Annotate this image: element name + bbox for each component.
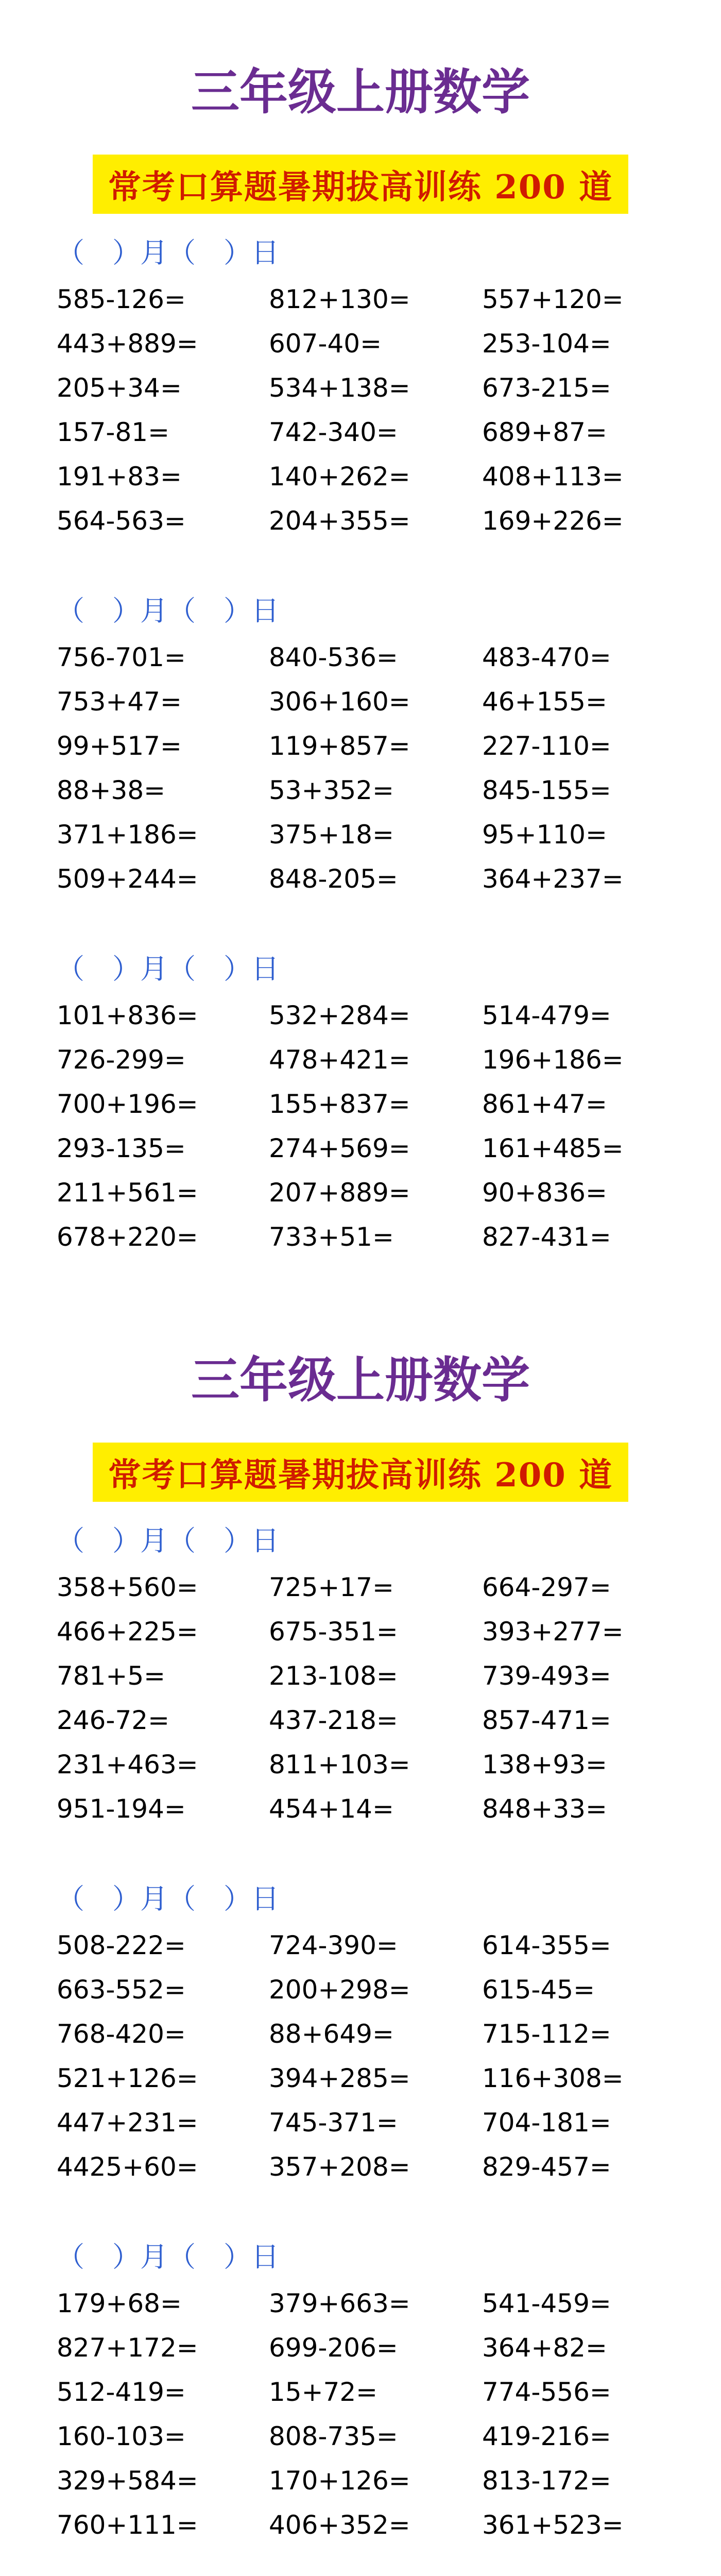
page-title: 三年级上册数学 bbox=[191, 1352, 530, 1409]
arithmetic-problem: 514-479= bbox=[482, 1001, 611, 1030]
arithmetic-problem: 119+857= bbox=[269, 731, 410, 761]
arithmetic-problem: 207+889= bbox=[269, 1178, 410, 1208]
arithmetic-problem: 205+34= bbox=[57, 373, 182, 403]
arithmetic-problem: 725+17= bbox=[269, 1572, 394, 1602]
arithmetic-problem: 293-135= bbox=[57, 1133, 186, 1163]
problem-row bbox=[0, 325, 721, 362]
arithmetic-problem: 848+33= bbox=[482, 1794, 607, 1824]
date-header: （ ）月（ ）日 bbox=[57, 1524, 279, 1557]
arithmetic-problem: 200+298= bbox=[269, 1975, 410, 2005]
date-header: （ ）月（ ）日 bbox=[57, 953, 279, 985]
arithmetic-problem: 15+72= bbox=[269, 2377, 378, 2407]
problem-row bbox=[0, 414, 721, 451]
date-header: （ ）月（ ）日 bbox=[57, 2241, 279, 2273]
arithmetic-problem: 211+561= bbox=[57, 1178, 198, 1208]
arithmetic-problem: 827-431= bbox=[482, 1222, 611, 1252]
date-header: （ ）月（ ）日 bbox=[57, 236, 279, 269]
arithmetic-problem: 760+111= bbox=[57, 2510, 198, 2540]
arithmetic-problem: 827+172= bbox=[57, 2333, 198, 2363]
problem-row bbox=[0, 1130, 721, 1167]
problem-row bbox=[0, 2418, 721, 2455]
problem-row bbox=[0, 2285, 721, 2322]
problem-row bbox=[0, 1613, 721, 1650]
arithmetic-problem: 95+110= bbox=[482, 820, 607, 850]
arithmetic-problem: 845-155= bbox=[482, 775, 611, 805]
arithmetic-problem: 813-172= bbox=[482, 2466, 611, 2496]
arithmetic-problem: 673-215= bbox=[482, 373, 611, 403]
arithmetic-problem: 614-355= bbox=[482, 1930, 611, 1960]
problem-row bbox=[0, 1971, 721, 2008]
arithmetic-problem: 99+517= bbox=[57, 731, 182, 761]
arithmetic-problem: 483-470= bbox=[482, 642, 611, 672]
arithmetic-problem: 756-701= bbox=[57, 642, 186, 672]
problem-row bbox=[0, 1790, 721, 1827]
problem-row bbox=[0, 639, 721, 676]
arithmetic-problem: 88+649= bbox=[269, 2019, 394, 2049]
arithmetic-problem: 739-493= bbox=[482, 1661, 611, 1691]
arithmetic-problem: 329+584= bbox=[57, 2466, 198, 2496]
arithmetic-problem: 231+463= bbox=[57, 1750, 198, 1780]
arithmetic-problem: 733+51= bbox=[269, 1222, 394, 1252]
problem-row bbox=[0, 772, 721, 809]
arithmetic-problem: 393+277= bbox=[482, 1617, 624, 1647]
problem-row bbox=[0, 2329, 721, 2366]
arithmetic-problem: 585-126= bbox=[57, 284, 186, 314]
problem-row bbox=[0, 2462, 721, 2499]
problem-row bbox=[0, 2060, 721, 2097]
problem-row bbox=[0, 1174, 721, 1211]
arithmetic-problem: 704-181= bbox=[482, 2108, 611, 2138]
arithmetic-problem: 951-194= bbox=[57, 1794, 186, 1824]
problem-row bbox=[0, 997, 721, 1034]
arithmetic-problem: 406+352= bbox=[269, 2510, 410, 2540]
arithmetic-problem: 615-45= bbox=[482, 1975, 595, 2005]
arithmetic-problem: 160-103= bbox=[57, 2421, 186, 2451]
arithmetic-problem: 213-108= bbox=[269, 1661, 398, 1691]
arithmetic-problem: 364+82= bbox=[482, 2333, 607, 2363]
arithmetic-problem: 88+38= bbox=[57, 775, 166, 805]
problem-row bbox=[0, 2374, 721, 2411]
arithmetic-problem: 157-81= bbox=[57, 417, 169, 447]
arithmetic-problem: 509+244= bbox=[57, 864, 198, 894]
arithmetic-problem: 169+226= bbox=[482, 506, 624, 536]
problem-row bbox=[0, 1927, 721, 1964]
arithmetic-problem: 408+113= bbox=[482, 462, 624, 492]
arithmetic-problem: 541-459= bbox=[482, 2289, 611, 2318]
arithmetic-problem: 361+523= bbox=[482, 2510, 624, 2540]
arithmetic-problem: 678+220= bbox=[57, 1222, 198, 1252]
problem-row bbox=[0, 2506, 721, 2544]
arithmetic-problem: 663-552= bbox=[57, 1975, 186, 2005]
problem-row bbox=[0, 816, 721, 853]
arithmetic-problem: 364+237= bbox=[482, 864, 624, 894]
arithmetic-problem: 419-216= bbox=[482, 2421, 611, 2451]
arithmetic-problem: 306+160= bbox=[269, 687, 410, 717]
page-title: 三年级上册数学 bbox=[191, 64, 530, 121]
arithmetic-problem: 811+103= bbox=[269, 1750, 410, 1780]
date-header: （ ）月（ ）日 bbox=[57, 1883, 279, 1915]
arithmetic-problem: 534+138= bbox=[269, 373, 410, 403]
arithmetic-problem: 742-340= bbox=[269, 417, 398, 447]
arithmetic-problem: 204+355= bbox=[269, 506, 410, 536]
problem-row bbox=[0, 1746, 721, 1783]
arithmetic-problem: 829-457= bbox=[482, 2152, 611, 2182]
problem-row bbox=[0, 683, 721, 720]
arithmetic-problem: 138+93= bbox=[482, 1750, 607, 1780]
arithmetic-problem: 191+83= bbox=[57, 462, 182, 492]
arithmetic-problem: 724-390= bbox=[269, 1930, 398, 1960]
problem-row bbox=[0, 1086, 721, 1123]
arithmetic-problem: 357+208= bbox=[269, 2152, 410, 2182]
arithmetic-problem: 768-420= bbox=[57, 2019, 186, 2049]
arithmetic-problem: 808-735= bbox=[269, 2421, 398, 2451]
arithmetic-problem: 607-40= bbox=[269, 329, 382, 359]
arithmetic-problem: 861+47= bbox=[482, 1089, 607, 1119]
arithmetic-problem: 753+47= bbox=[57, 687, 182, 717]
arithmetic-problem: 675-351= bbox=[269, 1617, 398, 1647]
arithmetic-problem: 155+837= bbox=[269, 1089, 410, 1119]
arithmetic-problem: 4425+60= bbox=[57, 2152, 198, 2182]
arithmetic-problem: 371+186= bbox=[57, 820, 198, 850]
arithmetic-problem: 246-72= bbox=[57, 1705, 169, 1735]
problem-row bbox=[0, 458, 721, 495]
arithmetic-problem: 564-563= bbox=[57, 506, 186, 536]
arithmetic-problem: 521+126= bbox=[57, 2063, 198, 2093]
problem-row bbox=[0, 1041, 721, 1078]
arithmetic-problem: 664-297= bbox=[482, 1572, 611, 1602]
arithmetic-problem: 447+231= bbox=[57, 2108, 198, 2138]
arithmetic-problem: 857-471= bbox=[482, 1705, 611, 1735]
arithmetic-problem: 443+889= bbox=[57, 329, 198, 359]
arithmetic-problem: 478+421= bbox=[269, 1045, 410, 1075]
arithmetic-problem: 358+560= bbox=[57, 1572, 198, 1602]
problem-row bbox=[0, 369, 721, 406]
arithmetic-problem: 774-556= bbox=[482, 2377, 611, 2407]
problem-row bbox=[0, 2148, 721, 2185]
arithmetic-problem: 90+836= bbox=[482, 1178, 607, 1208]
arithmetic-problem: 715-112= bbox=[482, 2019, 611, 2049]
subtitle-banner: 常考口算题暑期拔高训练 200 道 bbox=[93, 155, 628, 214]
problem-row bbox=[0, 727, 721, 765]
arithmetic-problem: 466+225= bbox=[57, 1617, 198, 1647]
arithmetic-problem: 394+285= bbox=[269, 2063, 410, 2093]
arithmetic-problem: 170+126= bbox=[269, 2466, 410, 2496]
subtitle-banner: 常考口算题暑期拔高训练 200 道 bbox=[93, 1443, 628, 1502]
arithmetic-problem: 379+663= bbox=[269, 2289, 410, 2318]
arithmetic-problem: 46+155= bbox=[482, 687, 607, 717]
arithmetic-problem: 508-222= bbox=[57, 1930, 186, 1960]
problem-row bbox=[0, 1569, 721, 1606]
problem-row bbox=[0, 281, 721, 318]
date-header: （ ）月（ ）日 bbox=[57, 595, 279, 627]
problem-row bbox=[0, 1702, 721, 1739]
arithmetic-problem: 454+14= bbox=[269, 1794, 394, 1824]
arithmetic-problem: 848-205= bbox=[269, 864, 398, 894]
problem-row bbox=[0, 1657, 721, 1694]
arithmetic-problem: 840-536= bbox=[269, 642, 398, 672]
arithmetic-problem: 745-371= bbox=[269, 2108, 398, 2138]
arithmetic-problem: 812+130= bbox=[269, 284, 410, 314]
arithmetic-problem: 196+186= bbox=[482, 1045, 624, 1075]
arithmetic-problem: 274+569= bbox=[269, 1133, 410, 1163]
problem-row bbox=[0, 2015, 721, 2053]
arithmetic-problem: 532+284= bbox=[269, 1001, 410, 1030]
arithmetic-problem: 699-206= bbox=[269, 2333, 398, 2363]
problem-row bbox=[0, 2104, 721, 2141]
arithmetic-problem: 253-104= bbox=[482, 329, 611, 359]
arithmetic-problem: 161+485= bbox=[482, 1133, 624, 1163]
problem-row bbox=[0, 502, 721, 539]
arithmetic-problem: 116+308= bbox=[482, 2063, 624, 2093]
arithmetic-problem: 101+836= bbox=[57, 1001, 198, 1030]
arithmetic-problem: 689+87= bbox=[482, 417, 607, 447]
problem-row bbox=[0, 1218, 721, 1256]
arithmetic-problem: 375+18= bbox=[269, 820, 394, 850]
arithmetic-problem: 557+120= bbox=[482, 284, 624, 314]
arithmetic-problem: 227-110= bbox=[482, 731, 611, 761]
arithmetic-problem: 700+196= bbox=[57, 1089, 198, 1119]
arithmetic-problem: 726-299= bbox=[57, 1045, 186, 1075]
arithmetic-problem: 512-419= bbox=[57, 2377, 186, 2407]
arithmetic-problem: 140+262= bbox=[269, 462, 410, 492]
arithmetic-problem: 437-218= bbox=[269, 1705, 398, 1735]
arithmetic-problem: 179+68= bbox=[57, 2289, 182, 2318]
arithmetic-problem: 781+5= bbox=[57, 1661, 166, 1691]
arithmetic-problem: 53+352= bbox=[269, 775, 394, 805]
problem-row bbox=[0, 860, 721, 897]
